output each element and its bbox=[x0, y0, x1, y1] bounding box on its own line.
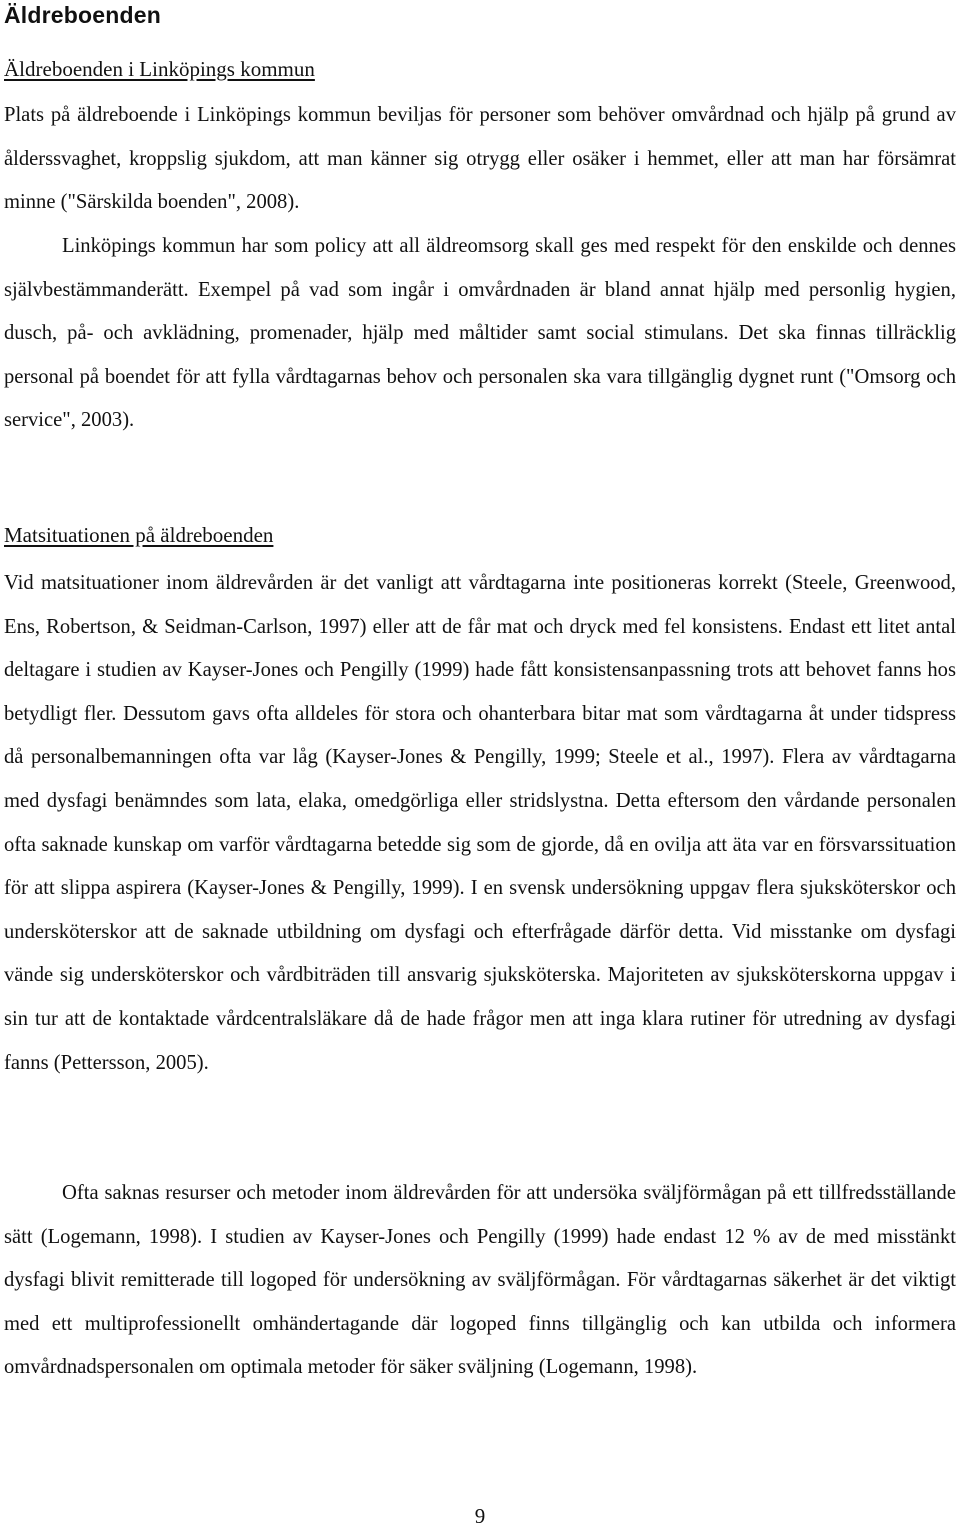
paragraph-linkoping-1: Plats på äldreboende i Linköpings kommun beviljas för personer som behöver omvårdnad och hjälp på grund av ålderssvaghet, kroppslig sjukdom, att man känner sig otrygg eller osäker i hemmet, eller att man har försämrat minne ("Särskilda boenden", 2008). bbox=[4, 104, 956, 214]
paragraph-matsituationen-2: Ofta saknas resurser och metoder inom äldrevården för att undersöka sväljförmågan på ett tillfredsställande sätt (Logemann, 1998). I studien av Kayser-Jones och Pengilly (1999) hade endast 12 % av de med misstänkt dysfagi blivit remitterade till logoped för undersökning av sväljförmågan. För vårdtagarnas säkerhet är det viktigt med ett multiprofessionellt omhändertagande där logoped finns tillgänglig och kan utbilda och informera omvårdnadspersonalen om optimala metoder för säker sväljning (Logemann, 1998). bbox=[4, 1182, 956, 1379]
paragraph-matsituationen-1: Vid matsituationer inom äldrevården är det vanligt att vårdtagarna inte positioneras korrekt (Steele, Greenwood, Ens, Robertson, & Seidman-Carlson, 1997) eller att de får mat och dryck med fel konsistens. Endast ett litet antal deltagare i studien av Kayser-Jones och Pengilly (1999) hade fått konsistensanpassning trots att behovet fanns hos betydligt fler. Dessutom gavs ofta alldeles för stora och ohanterbara bitar mat som vårdtagarna åt under tidspress då personalbemanningen ofta var låg (Kayser-Jones & Pengilly, 1999; Steele et al., 1997). Flera av vårdtagarna med dysfagi benämndes som lata, elaka, omedgörliga eller stridslystna. Detta eftersom den vårdande personalen ofta saknade kunskap om varför vårdtagarna betedde sig som de gjorde, då en ovilja att äta var en försvarssituation för att slippa aspirera (Kayser-Jones & Pengilly, 1999). I en svensk undersökning uppgav flera sjuksköterskor och undersköterskor att de saknade utbildning om dysfagi och efterfrågade därför detta. Vid misstanke om dysfagi vände sig undersköterskor och vårdbiträden till ansvarig sjuksköterska. Majoriteten av sjuksköterskorna uppgav i sin tur att de kontaktade vårdcentralsläkare då de hade frågor men att inga klara rutiner för utredning av dysfagi fanns (Pettersson, 2005). bbox=[4, 572, 956, 1074]
section-heading-matsituationen: Matsituationen på äldreboenden bbox=[4, 523, 274, 547]
paragraph-linkoping-2: Linköpings kommun har som policy att all äldreomsorg skall ges med respekt för den enskilde och dennes självbestämmanderätt. Exempel på vad som ingår i omvårdnaden är bland annat hjälp med personlig hygien, dusch, på- och avklädning, promenader, hjälp med måltider samt social stimulans. Det ska finnas tillräcklig personal på boendet för att fylla vårdtagarnas behov och personalen ska vara tillgänglig dygnet runt ("Omsorg och service", 2003). bbox=[4, 235, 956, 432]
page-title: Äldreboenden bbox=[4, 2, 162, 28]
page-number: 9 bbox=[474, 1504, 486, 1528]
section-heading-linkoping: Äldreboenden i Linköpings kommun bbox=[4, 57, 315, 81]
document-page bbox=[4, 0, 956, 1529]
